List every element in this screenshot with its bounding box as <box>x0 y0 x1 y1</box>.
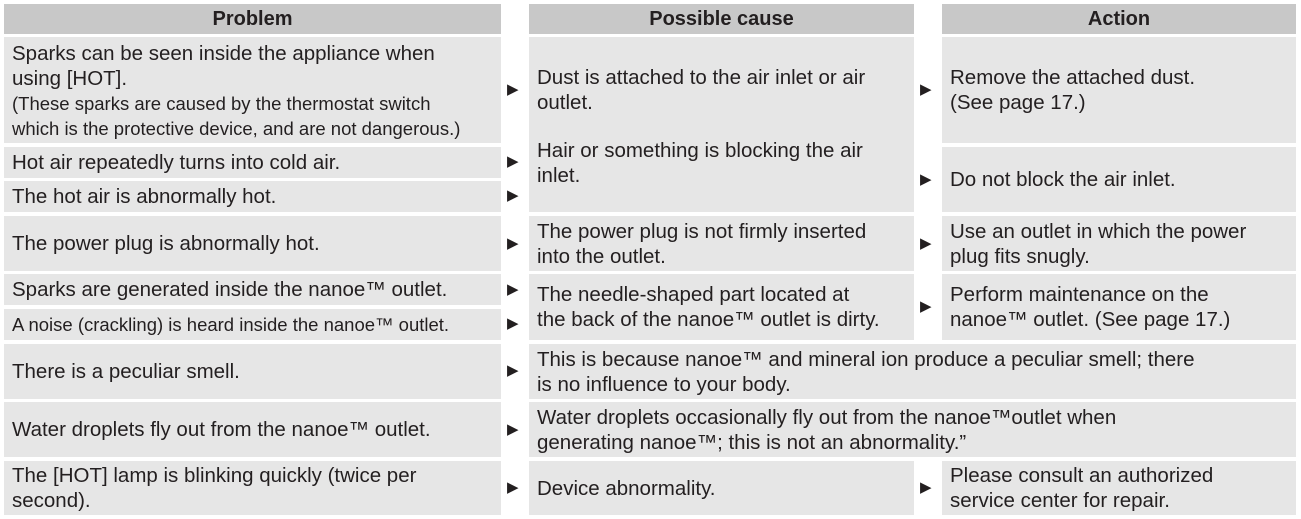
cause-column-header: Possible cause <box>529 4 914 34</box>
arrow-icon: ▶ <box>507 315 519 332</box>
cause-smell: This is because nanoe™ and mineral ion produce a peculiar smell; there is no influence to your body. <box>529 344 1296 399</box>
arrow-icon: ▶ <box>920 298 932 315</box>
problem-lamp-blinking: The [HOT] lamp is blinking quickly (twice per second). <box>4 461 501 515</box>
arrow-icon: ▶ <box>920 235 932 252</box>
arrow-icon: ▶ <box>507 153 519 170</box>
problem-note: (These sparks are caused by the thermostat switch <box>12 93 431 114</box>
problem-note: which is the protective device, and are not dangerous.) <box>12 118 461 139</box>
arrow-icon: ▶ <box>507 362 519 379</box>
arrow-icon: ▶ <box>920 479 932 496</box>
problem-hot-to-cold: Hot air repeatedly turns into cold air. <box>4 147 501 178</box>
arrow-icon: ▶ <box>507 479 519 496</box>
arrow-icon: ▶ <box>507 81 519 98</box>
problem-abnormally-hot-air: The hot air is abnormally hot. <box>4 181 501 212</box>
action-do-not-block: Do not block the air inlet. <box>942 147 1296 212</box>
problem-column-header: Problem <box>4 4 501 34</box>
problem-sparks-hot <box>4 37 501 143</box>
problem-sparks-nanoe: Sparks are generated inside the nanoe™ outlet. <box>4 274 501 305</box>
cause-device: Device abnormality. <box>529 461 914 515</box>
cause-needle: The needle-shaped part located at the back of the nanoe™ outlet is dirty. <box>529 274 914 340</box>
problem-text: Sparks can be seen inside the appliance when <box>12 42 435 65</box>
arrow-icon: ▶ <box>920 81 932 98</box>
arrow-icon: ▶ <box>920 171 932 188</box>
arrow-icon: ▶ <box>507 281 519 298</box>
problem-noise-nanoe: A noise (crackling) is heard inside the nanoe™ outlet. <box>4 309 501 340</box>
cause-plug: The power plug is not firmly inserted into the outlet. <box>529 216 914 271</box>
action-maintenance: Perform maintenance on the nanoe™ outlet. (See page 17.) <box>942 274 1296 340</box>
arrow-icon: ▶ <box>507 187 519 204</box>
cause-hair: Hair or something is blocking the air inlet. <box>529 136 914 212</box>
action-remove-dust: Remove the attached dust. (See page 17.) <box>942 37 1296 143</box>
arrow-icon: ▶ <box>507 421 519 438</box>
action-outlet: Use an outlet in which the power plug fits snugly. <box>942 216 1296 271</box>
arrow-icon: ▶ <box>507 235 519 252</box>
problem-water-droplets: Water droplets fly out from the nanoe™ outlet. <box>4 402 501 457</box>
problem-plug-hot: The power plug is abnormally hot. <box>4 216 501 271</box>
problem-peculiar-smell: There is a peculiar smell. <box>4 344 501 399</box>
action-column-header: Action <box>942 4 1296 34</box>
action-consult: Please consult an authorized service center for repair. <box>942 461 1296 515</box>
problem-text: using [HOT]. <box>12 67 128 90</box>
cause-dust: Dust is attached to the air inlet or air outlet. <box>529 37 914 143</box>
cause-droplets: Water droplets occasionally fly out from the nanoe™outlet when generating nanoe™; this is not an abnormality.” <box>529 402 1296 457</box>
